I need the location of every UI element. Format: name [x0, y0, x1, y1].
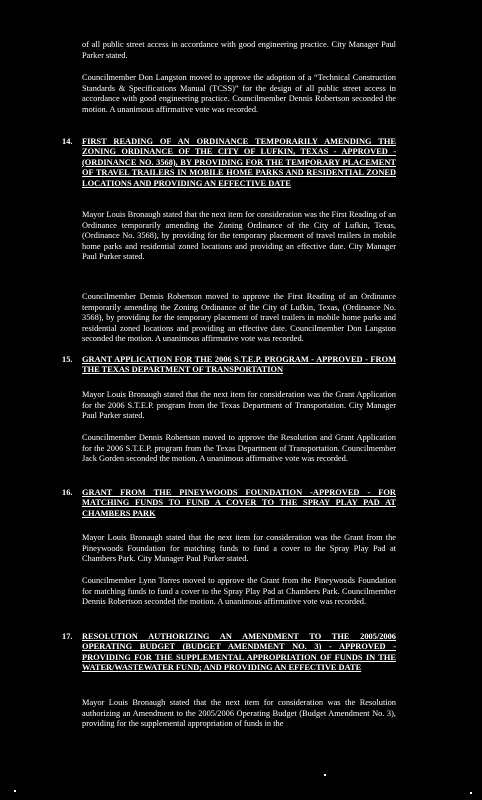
scan-speck	[14, 790, 16, 792]
item-heading: GRANT FROM THE PINEYWOODS FOUNDATION -APPROVED - FOR MATCHING FUNDS TO FUND A COVER TO THE SPRAY PLAY PAD AT CHAMBERS PARK	[82, 488, 396, 518]
paragraph-14-statement: Mayor Louis Bronaugh stated that the next item for consideration was the First Reading of an Ordinance temporarily amending the Zoning Ordinance of the City of Lufkin, Texas, (Ordinance No. 3568), by providing for the temporary placement of travel trailers in mobile home parks and residential zoned locations and providing an effective date. City Manager Paul Parker stated.	[82, 210, 396, 262]
agenda-item-15	[62, 355, 396, 376]
paragraph-17-statement: Mayor Louis Bronaugh stated that the next item for consideration was the Resolution authorizing an Amendment to the 2005/2006 Operating Budget (Budget Amendment No. 3), providing for the supplemental appropriation of funds in the	[82, 698, 396, 729]
paragraph-15-motion: Councilmember Dennis Robertson moved to approve the Resolution and Grant Application for the 2006 S.T.E.P. program from the Texas Department of Transportation. Councilmember Jack Gorden seconded the motion. A unanimous affirmative vote was recorded.	[82, 433, 396, 464]
item-heading: FIRST READING OF AN ORDINANCE TEMPORARILY AMENDING THE ZONING ORDINANCE OF THE CITY OF LUFKIN, TEXAS - APPROVED - (ORDINANCE NO. 3568), BY PROVIDING FOR THE TEMPORARY PLACEMENT OF TRAVEL TRAILERS IN MOBILE HOME PARKS AND RESIDENTIAL ZONED LOCATIONS AND PROVIDING AN EFFECTIVE DATE	[82, 137, 396, 188]
item-heading: RESOLUTION AUTHORIZING AN AMENDMENT TO THE 2005/2006 OPERATING BUDGET (BUDGET AMENDMENT NO. 3) - APPROVED - PROVIDING FOR THE SUPPLEMENTAL APPROPRIATION OF FUNDS IN THE WATER/WASTEWATER FUND; AND PROVIDING AN EFFECTIVE DATE	[82, 632, 396, 673]
item-number: 14.	[62, 137, 73, 146]
paragraph-16-motion: Councilmember Lynn Torres moved to approve the Grant from the Pineywoods Foundation for matching funds to fund a cover to the Spray Play Pad at Chambers Park. Councilmember Dennis Robertson seconded the motion. A unanimous affirmative vote was recorded.	[82, 576, 396, 607]
scan-speck	[324, 774, 326, 776]
paragraph-15-statement: Mayor Louis Bronaugh stated that the next item for consideration was the Grant Application for the 2006 S.T.E.P. program from the Texas Department of Transportation. City Manager Paul Parker stated.	[82, 390, 396, 421]
paragraph-14-motion: Councilmember Dennis Robertson moved to approve the First Reading of an Ordinance temporarily amending the Zoning Ordinance of the City of Lufkin, Texas, (Ordinance No. 3568), by providing for the temporary placement of travel trailers in mobile home parks and residential zoned locations and providing an effective date. Councilmember Don Langston seconded the motion. A unanimous affirmative vote was recorded.	[82, 292, 396, 344]
paragraph-16-statement: Mayor Louis Bronaugh stated that the next item for consideration was the Grant from the Pineywoods Foundation for matching funds to fund a cover to the Spray Play Pad at Chambers Park. City Manager Paul Parker stated.	[82, 533, 396, 564]
item-number: 15.	[62, 355, 73, 364]
agenda-item-16	[62, 488, 396, 519]
scan-speck	[470, 792, 472, 794]
item-number: 16.	[62, 488, 73, 497]
agenda-item-14	[62, 137, 396, 189]
item-heading: GRANT APPLICATION FOR THE 2006 S.T.E.P. PROGRAM - APPROVED - FROM THE TEXAS DEPARTMENT OF TRANSPORTATION	[82, 355, 396, 375]
agenda-item-17	[62, 632, 396, 674]
paragraph-top-continuation: of all public street access in accordance with good engineering practice. City Manager Paul Parker stated.	[82, 40, 396, 60]
item-number: 17.	[62, 632, 73, 641]
paragraph-tcss-motion: Councilmember Don Langston moved to approve the adoption of a “Technical Construction Standards & Specifications Manual (TCSS)” for the design of all public street access in accordance with good engineering practice. Councilmember Dennis Robertson seconded the motion. A unanimous affirmative vote was recorded.	[82, 73, 396, 114]
